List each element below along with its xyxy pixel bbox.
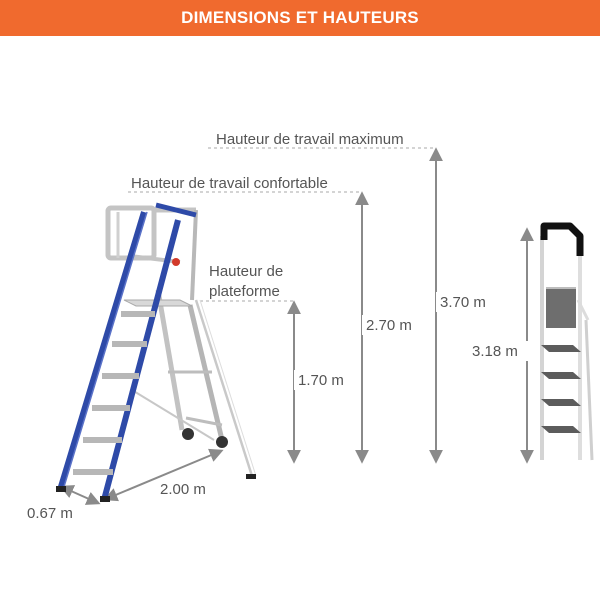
width-value: 0.67 m — [27, 505, 73, 522]
max-height-title: Hauteur de travail maximum — [216, 131, 404, 148]
side-height-value: 3.18 m — [472, 343, 518, 360]
width-arrow — [62, 487, 98, 503]
platform-height-title-line1: Hauteur de — [209, 263, 284, 280]
header-title: DIMENSIONS ET HAUTEURS — [181, 8, 419, 27]
comfort-height-title: Hauteur de travail confortable — [131, 175, 328, 192]
platform-height-value: 1.70 m — [298, 372, 344, 389]
comfort-height-value: 2.70 m — [366, 317, 412, 334]
length-value: 2.00 m — [160, 481, 206, 498]
max-height-value: 3.70 m — [440, 294, 486, 311]
platform-ladder-illustration — [56, 205, 256, 502]
side-profile-illustration — [541, 226, 592, 460]
platform-height-title-line2: plateforme — [209, 283, 280, 300]
